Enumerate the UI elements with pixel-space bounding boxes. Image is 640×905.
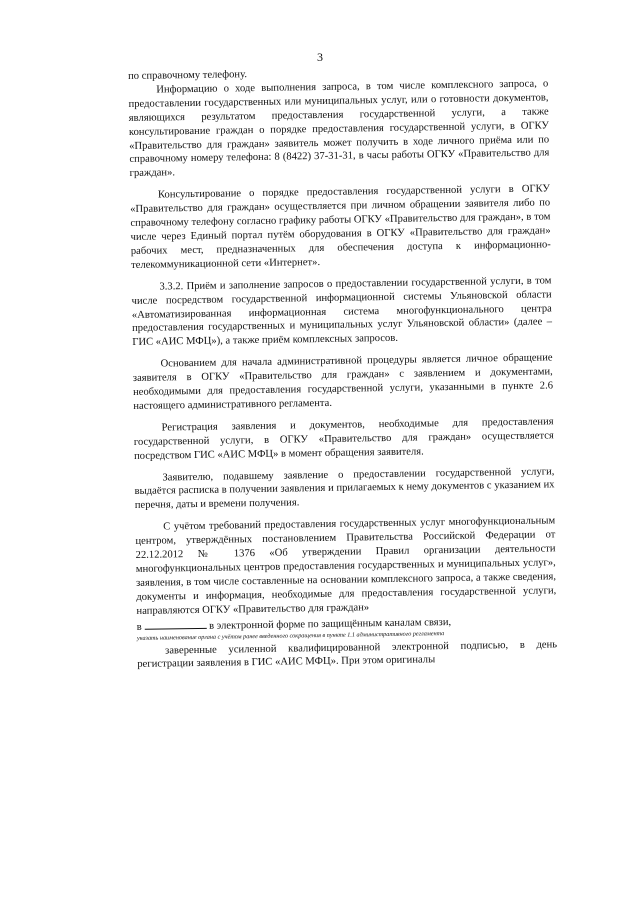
blank-prefix: в <box>136 621 142 633</box>
paragraph: Информацию о ходе выполнения запроса, в том числе комплексного запроса, о предоставлении государственных или муниципальных услуг, или о готовности документов, являющихся результатом предоставления государственной услуги, а также консультирование граждан о порядке предоставления государственной услуги, в ОГКУ «Правительство для граждан» заявитель может получить в ходе личного приёма или по справочному номеру телефона: 8 (8422) 37-31-31, в часы работы ОГКУ «Правительство для граждан». <box>128 78 550 180</box>
paragraph: 3.3.2. Приём и заполнение запросов о предоставлении государственной услуги, в том числе посредством государственной информационной системы Ульяновской области «Автоматизированная информационная система многофункционального центра предоставления государственных и муниципальных услуг Ульяновской области» (далее – ГИС «АИС МФЦ»), а также приём комплексных запросов. <box>131 275 553 349</box>
paragraph: С учётом требований предоставления государственных услуг многофункциональным центром, утверждённых постановлением Правительства Российской Федерации от 22.12.2012 № 1376 «Об утверждении Правил организации деятельности многофункциональных центров предоставления государственных и муниципальных услуг», заявления, в том числе составленные на основании комплексного запроса, а также сведения, документы и информация, необходимые для предоставления государственной услуги, направляются ОГКУ «Правительство для граждан» <box>135 515 557 617</box>
blank-field <box>144 617 206 629</box>
page-number: 3 <box>317 50 323 64</box>
paragraph: Консультирование о порядке предоставления государственной услуги в ОГКУ «Правительство для граждан» осуществляется при личном обращении заявителя либо по справочному телефону согласно графику работы ОГКУ «Правительство для граждан», в том числе через Единый портал путём оборудования в ОГКУ «Правительство для граждан» рабочих мест, предназначенных для обеспечения доступа к информационно-телекоммуникационной сети «Интернет». <box>130 183 551 271</box>
footnote-hint: указать наименование органа с учётом ранее введенного сокращения в пункте 1.1 административного регламента <box>136 629 445 642</box>
paragraph: Заявителю, подавшему заявление о предоставлении государственной услуги, выдаётся расписка в получении заявления и прилагаемых к нему документов с указанием их перечня, даты и времени получения. <box>134 465 555 512</box>
paragraph: по справочному телефону. <box>128 69 248 82</box>
paragraph: Регистрация заявления и документов, необходимые для предоставления государственной услуги, в ОГКУ «Правительство для граждан» осуществляется посредством ГИС «АИС МФЦ» в момент обращения заявителя. <box>133 416 554 462</box>
paragraph: Основанием для начала административной процедуры является личное обращение заявителя в ОГКУ «Правительство для граждан» с заявлением и документами, необходимыми для предоставления государственной услуги, указанными в пункте 2.6 настоящего административного регламента. <box>132 352 554 412</box>
blank-suffix: в электронной форме по защищённым каналам связи, <box>208 616 452 632</box>
paragraph: заверенные усиленной квалифицированной электронной подписью, в день регистрации заявления в ГИС «АИС МФЦ». При этом оригиналы <box>137 638 558 671</box>
document-body <box>128 63 557 672</box>
